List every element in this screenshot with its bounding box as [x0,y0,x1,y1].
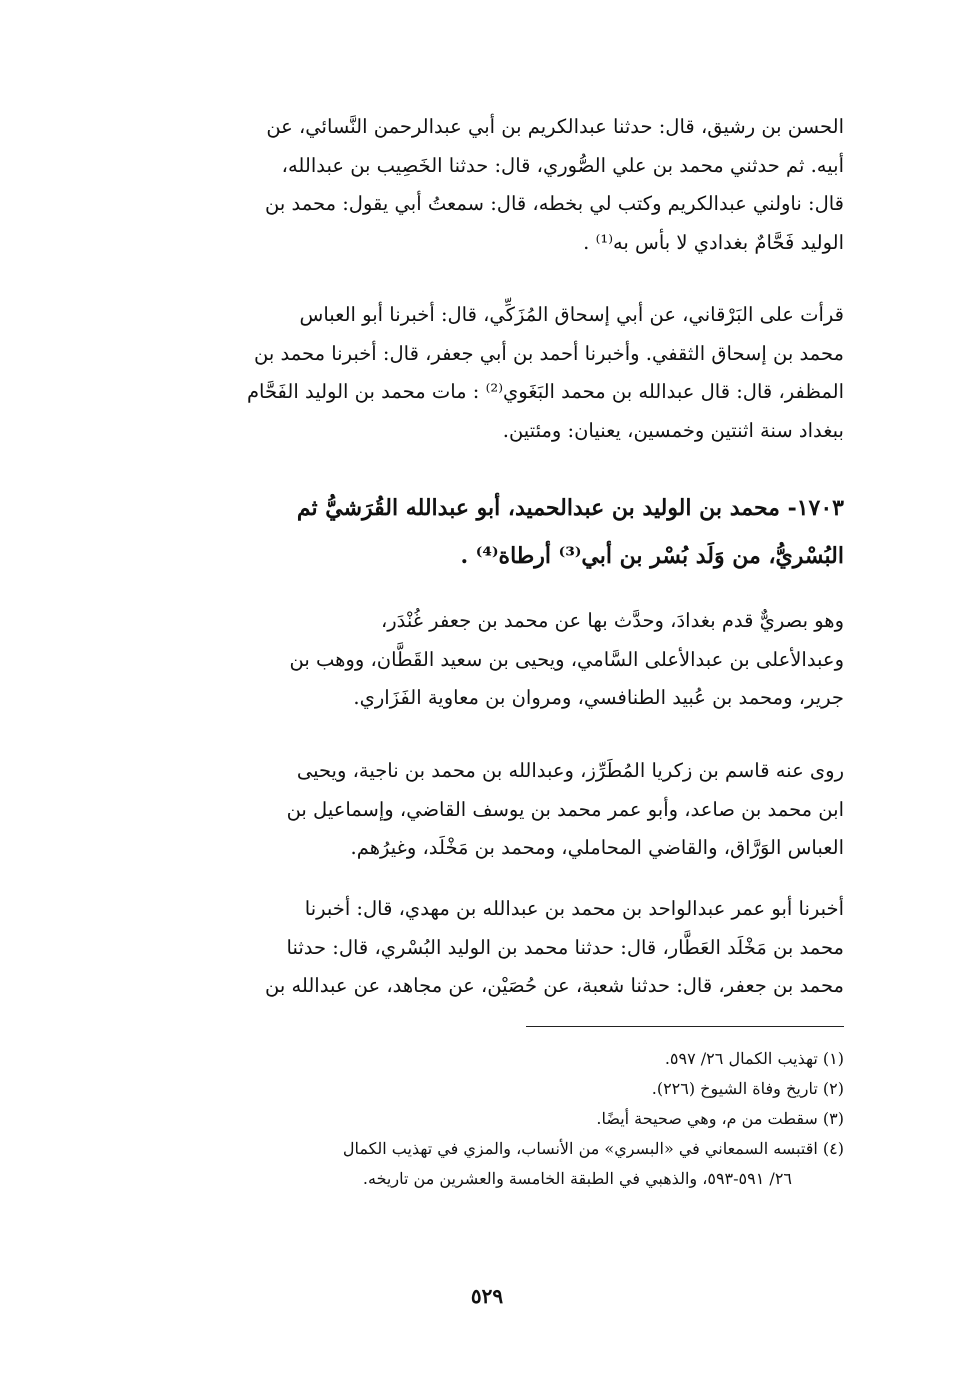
paragraph-2 [128,296,844,450]
text-line: العباس الوَرَّاق، والقاضي المحاملي، ومحمد بن مَخْلَد، وغيرُهم. [350,836,844,859]
paragraph-3 [128,602,844,718]
text-line: أبيه. ثم حدثني محمد بن علي الصُّوري، قال: حدثنا الخَصِيب بن عبدالله، [281,153,844,177]
footnote-4: (٤) اقتبسه السمعاني في «البسري» من الأنساب، والمزي في تهذيب الكمال [342,1139,844,1158]
text-line: جرير، ومحمد بن عُبيد الطنافسي، ومروان بن معاوية الفَزَاري. [353,686,844,709]
entry-heading [128,484,844,580]
text-line: روى عنه قاسم بن زكريا المُطَرِّز، وعبدالله بن محمد بن ناجية، ويحيى [296,759,844,782]
text-line: محمد بن جعفر، قال: حدثنا شعبة، عن حُصَيْن، عن مجاهد، عن عبدالله بن [264,974,844,997]
paragraph-1 [128,108,844,262]
text-line: محمد بن إسحاق الثقفي. وأخبرنا أحمد بن أبي جعفر، قال: أخبرنا محمد بن [254,341,844,365]
text-line: أخبرنا أبو عمر عبدالواحد بن محمد بن عبدالله بن مهدي، قال: أخبرنا [304,897,844,920]
paragraph-5 [128,890,844,1006]
footnote-4-continuation: ٢٦/ ٥٩١-٥٩٣، والذهبي في الطبقة الخامسة والعشرين من تاريخه. [362,1169,792,1188]
text-line: قال: ناولني عبدالكريم وكتب لي بخطه، قال: سمعتُ أبي يقول: محمد بن [265,192,844,215]
text-line: وعبدالأعلى بن عبدالأعلى السَّامي، ويحيى بن سعيد القَطَّان، ووهب بن [289,647,844,671]
text-line: قرأت على البَرْقاني، عن أبي إسحاق المُزَكِّي، قال: أخبرنا أبو العباس [299,303,844,326]
text-line: ابن محمد بن صاعد، وأبو عمر محمد بن يوسف القاضي، وإسماعيل بن [286,797,844,821]
text-line: وهو بصريٌّ قدم بغدادَ، وحدَّث بها عن محمد بن جعفر غُنْدَر، [380,609,844,632]
paragraph-4 [128,752,844,868]
text-line: المظفر، قال: قال عبدالله بن محمد البَغَوي⁽²⁾ : مات محمد بن الوليد الفَحَّام [246,380,844,403]
footnote-1: (١) تهذيب الكمال ٢٦/ ٥٩٧. [664,1049,844,1068]
text-line: ببغداد سنة اثنتين وخمسين، يعنيان: ومئتين. [502,418,844,442]
footnote-2: (٢) تاريخ وفاة الشيوخ (٢٢٦). [651,1079,844,1098]
footnote-3: (٣) سقطت من م، وهي صحيحة أيضًا. [596,1109,844,1128]
text-line: الوليد فَحَّامٌ بغدادي لا بأس به⁽¹⁾ . [583,230,844,254]
footnotes [128,1044,844,1194]
heading-line: البُسْريُّ، من وَلَد بُسْر بن أبي⁽³⁾ أرطاة⁽⁴⁾ . [460,543,844,569]
page-number: ٥٢٩ [470,1284,504,1308]
footnote-separator [526,1026,844,1027]
heading-line: ١٧٠٣- محمد بن الوليد بن عبدالحميد، أبو عبدالله القُرَشيُّ ثم [296,495,844,521]
text-line: محمد بن مَخْلَد العَطَّار، قال: حدثنا محمد بن الوليد البُسْري، قال: حدثنا [286,935,844,959]
text-line: الحسن بن رشيق، قال: حدثنا عبدالكريم بن أبي عبدالرحمن النَّسائي، عن [266,115,844,138]
